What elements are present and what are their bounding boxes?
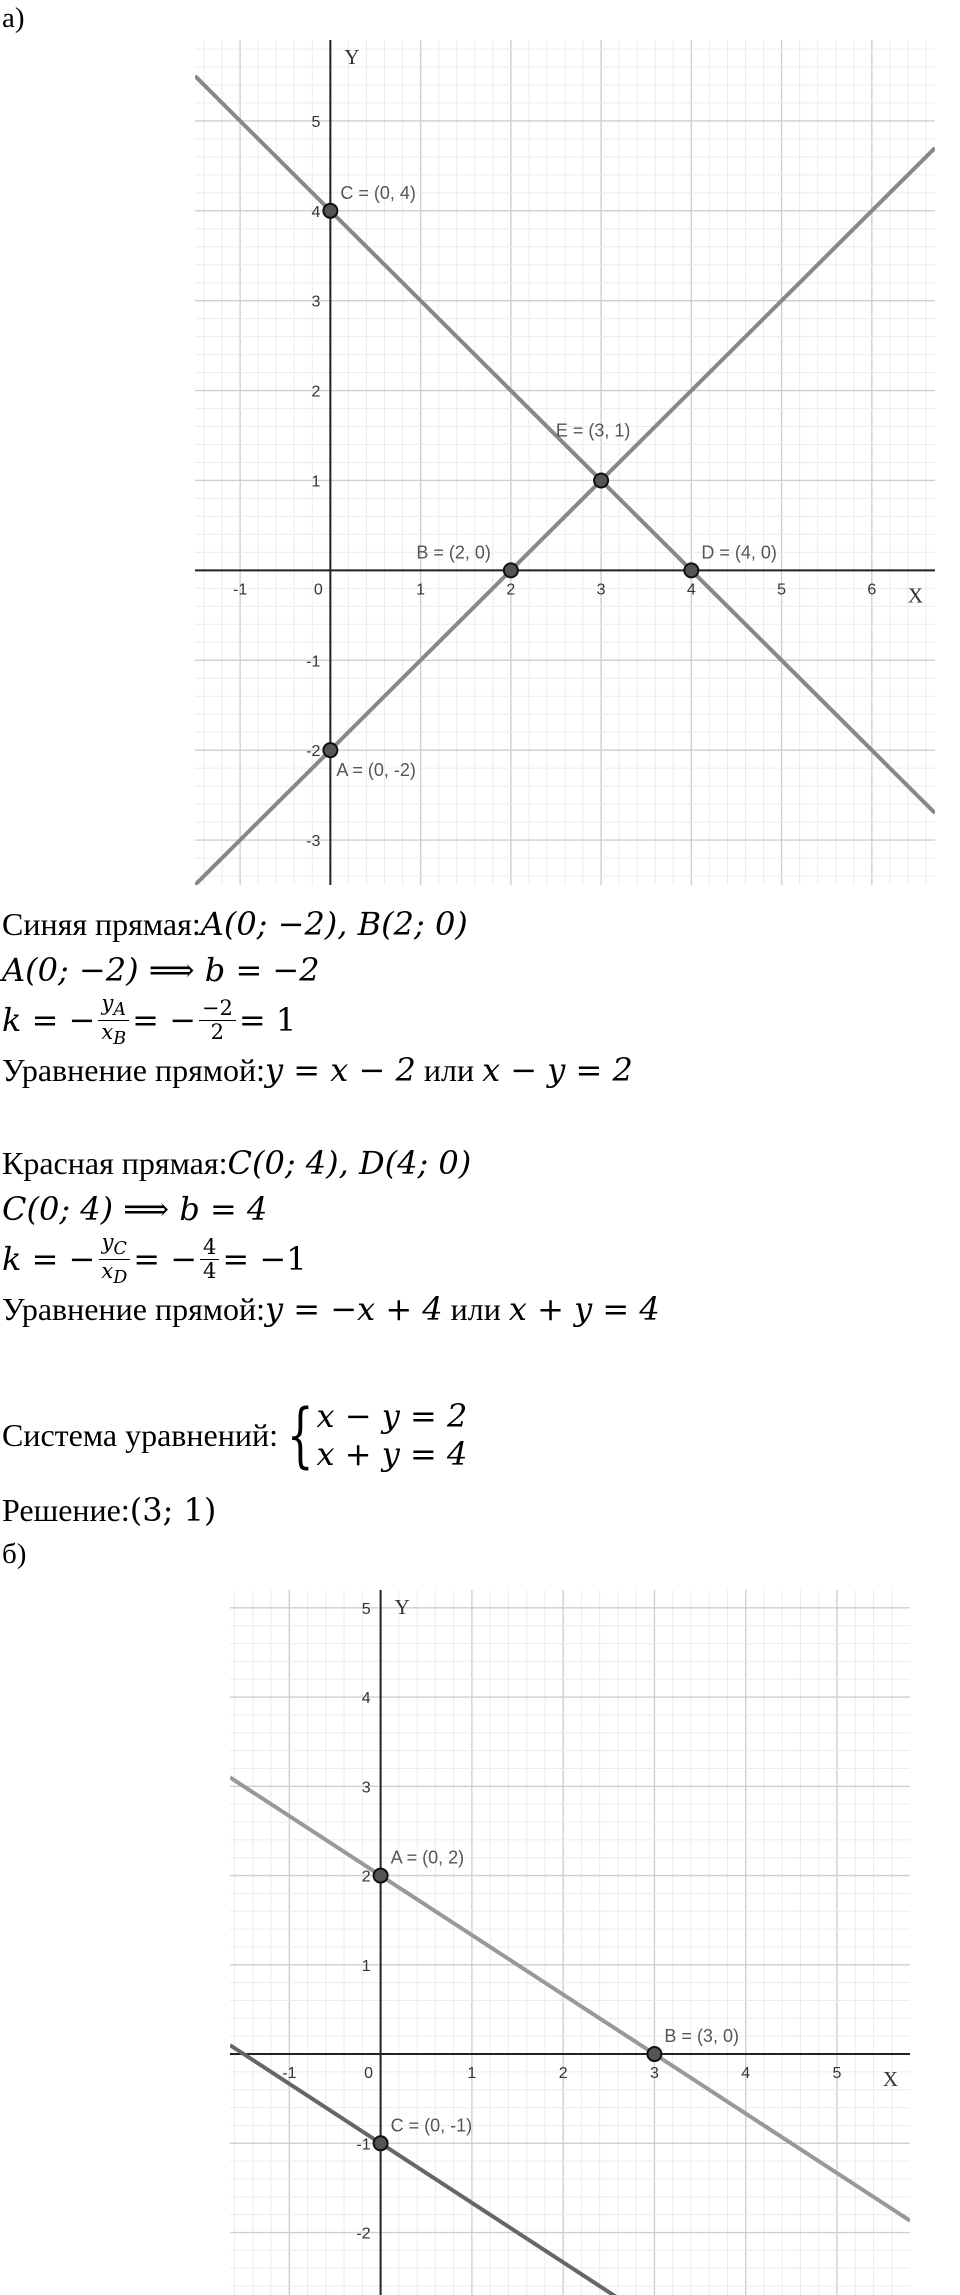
chart-b-x-tick: 4 <box>741 2065 751 2083</box>
blue-eq-or: или <box>415 1051 483 1088</box>
red-k-mid: = − <box>133 1240 198 1278</box>
solution-heading: Решение: <box>2 1491 130 1528</box>
chart-b-y-tick: -1 <box>356 2136 371 2154</box>
chart-b-line-upper <box>230 1777 910 2220</box>
chart-a-x-tick: -1 <box>233 581 248 599</box>
chart-a-point <box>504 563 518 577</box>
red-k-line <box>2 1229 307 1288</box>
chart-a-point <box>323 204 337 218</box>
blue-k-num-sub: A <box>113 1000 126 1021</box>
blue-k-mid: = − <box>132 1001 196 1039</box>
blue-k-frac2 <box>199 997 236 1042</box>
system-line <box>2 1395 467 1475</box>
chart-b-x-axis-name: X <box>882 2067 898 2092</box>
chart-a-y-tick: -3 <box>306 833 321 851</box>
chart-a-y-tick: -2 <box>306 743 321 761</box>
system-eq-2: x + y = 4 <box>316 1435 468 1473</box>
red-k-num2: 4 <box>200 1236 219 1259</box>
chart-b-point-label: C = (0, -1) <box>390 2115 473 2136</box>
red-k-num: y <box>101 1229 114 1254</box>
chart-b-x-tick: 5 <box>832 2065 842 2083</box>
red-b-line <box>2 1187 267 1231</box>
blue-eq-1: y = x − 2 <box>265 1051 416 1089</box>
red-heading-label: Красная прямая: <box>2 1144 228 1181</box>
blue-equation-line <box>2 1048 633 1092</box>
chart-b-point <box>374 2136 388 2150</box>
chart-a-x-tick: 6 <box>867 581 877 599</box>
chart-a-point-label: A = (0, -2) <box>336 760 416 781</box>
chart-b-x-tick: 0 <box>364 2065 374 2083</box>
chart-b-y-tick: 5 <box>361 1600 371 1618</box>
chart-a-y-tick: 5 <box>311 113 321 131</box>
chart-a-y-axis-name: Y <box>344 45 360 69</box>
system-of-equations <box>278 1394 468 1476</box>
chart-b-y-tick: 4 <box>361 1690 371 1708</box>
blue-k-den: x <box>101 1019 114 1044</box>
red-k-num-sub: C <box>113 1239 127 1260</box>
chart-b-y-tick: 1 <box>361 1957 371 1975</box>
solution-line <box>2 1488 216 1532</box>
chart-a-point <box>684 563 698 577</box>
blue-points: A(0; −2), B(2; 0) <box>200 905 468 943</box>
red-equation-line <box>2 1287 660 1331</box>
system-eq-1: x − y = 2 <box>316 1396 468 1435</box>
red-k-den-sub: D <box>113 1267 128 1288</box>
chart-a-y-tick: 2 <box>311 383 321 401</box>
blue-eq-2: x − y = 2 <box>482 1051 633 1089</box>
chart-a-x-tick: 5 <box>777 581 787 599</box>
chart-a-y-tick: 1 <box>311 473 321 491</box>
chart-b-point-label: B = (3, 0) <box>664 2026 739 2047</box>
red-k-result: = −1 <box>222 1240 307 1278</box>
chart-a-point-label: E = (3, 1) <box>555 420 631 441</box>
blue-k-den-sub: B <box>113 1028 127 1049</box>
red-k-den2: 4 <box>203 1258 217 1283</box>
blue-k-den2: 2 <box>210 1019 225 1044</box>
blue-line-heading <box>2 902 468 946</box>
red-eq-or: или <box>442 1290 509 1327</box>
part-a-label: а) <box>2 2 25 34</box>
solution-value: (3; 1) <box>129 1491 217 1529</box>
red-k-pre: k = − <box>2 1240 96 1278</box>
system-heading: Система уравнений: <box>2 1416 278 1453</box>
chart-b-y-tick: -2 <box>356 2225 371 2243</box>
chart-b-y-tick: 2 <box>361 1868 371 1886</box>
chart-a-x-tick: 2 <box>506 581 516 599</box>
chart-b-x-tick: 3 <box>649 2065 659 2083</box>
chart-a-point-label: C = (0, 4) <box>340 182 416 203</box>
red-k-frac <box>98 1231 130 1287</box>
blue-b-line <box>2 948 320 992</box>
brace-icon: { <box>286 1394 314 1476</box>
red-k-frac2 <box>200 1236 219 1281</box>
chart-a-y-tick: 4 <box>311 203 321 221</box>
red-eq-1: y = −x + 4 <box>265 1290 443 1328</box>
blue-eq-heading: Уравнение прямой: <box>2 1051 266 1088</box>
blue-k-frac <box>98 992 129 1048</box>
blue-k-num: y <box>101 990 114 1015</box>
chart-b-point-label: A = (0, 2) <box>390 1847 465 1868</box>
chart-a-point-label: D = (4, 0) <box>701 542 777 563</box>
red-k-den: x <box>101 1258 114 1283</box>
blue-heading-label: Синяя прямая: <box>2 905 201 942</box>
chart-a-x-tick: 3 <box>596 581 606 599</box>
blue-k-result: = 1 <box>238 1001 297 1039</box>
chart-b <box>230 1590 910 2295</box>
chart-b-line-lower <box>230 2045 910 2295</box>
chart-b-point <box>374 1869 388 1883</box>
blue-b-formula: A(0; −2) ⟹ b = −2 <box>2 951 320 989</box>
blue-k-num2: −2 <box>199 997 236 1020</box>
chart-a-point-label: B = (2, 0) <box>416 542 491 563</box>
red-line-heading <box>2 1141 471 1185</box>
chart-a-x-tick: 0 <box>313 581 323 599</box>
blue-k-line <box>2 990 297 1049</box>
chart-b-x-tick: 2 <box>558 2065 568 2083</box>
chart-a-x-tick: 1 <box>416 581 426 599</box>
chart-a-y-tick: -1 <box>306 653 321 671</box>
red-b-formula: C(0; 4) ⟹ b = 4 <box>2 1190 268 1228</box>
chart-a-x-axis-name: X <box>907 583 923 608</box>
chart-b-x-tick: -1 <box>282 2065 297 2083</box>
red-points: C(0; 4), D(4; 0) <box>227 1144 472 1182</box>
chart-b-y-axis-name: Y <box>394 1595 410 1619</box>
chart-b-y-tick: 3 <box>361 1779 371 1797</box>
chart-a-point <box>323 743 337 757</box>
chart-b-grid <box>230 1590 910 2295</box>
chart-a-x-tick: 4 <box>686 581 696 599</box>
chart-b-point <box>647 2047 661 2061</box>
chart-a-y-tick: 3 <box>311 293 321 311</box>
part-b-label: б) <box>2 1538 27 1570</box>
chart-a-point <box>594 473 608 487</box>
red-eq-heading: Уравнение прямой: <box>2 1290 266 1327</box>
red-eq-2: x + y = 4 <box>508 1290 660 1328</box>
chart-a <box>195 40 935 885</box>
blue-k-pre: k = − <box>2 1001 96 1039</box>
chart-b-x-tick: 1 <box>467 2065 477 2083</box>
